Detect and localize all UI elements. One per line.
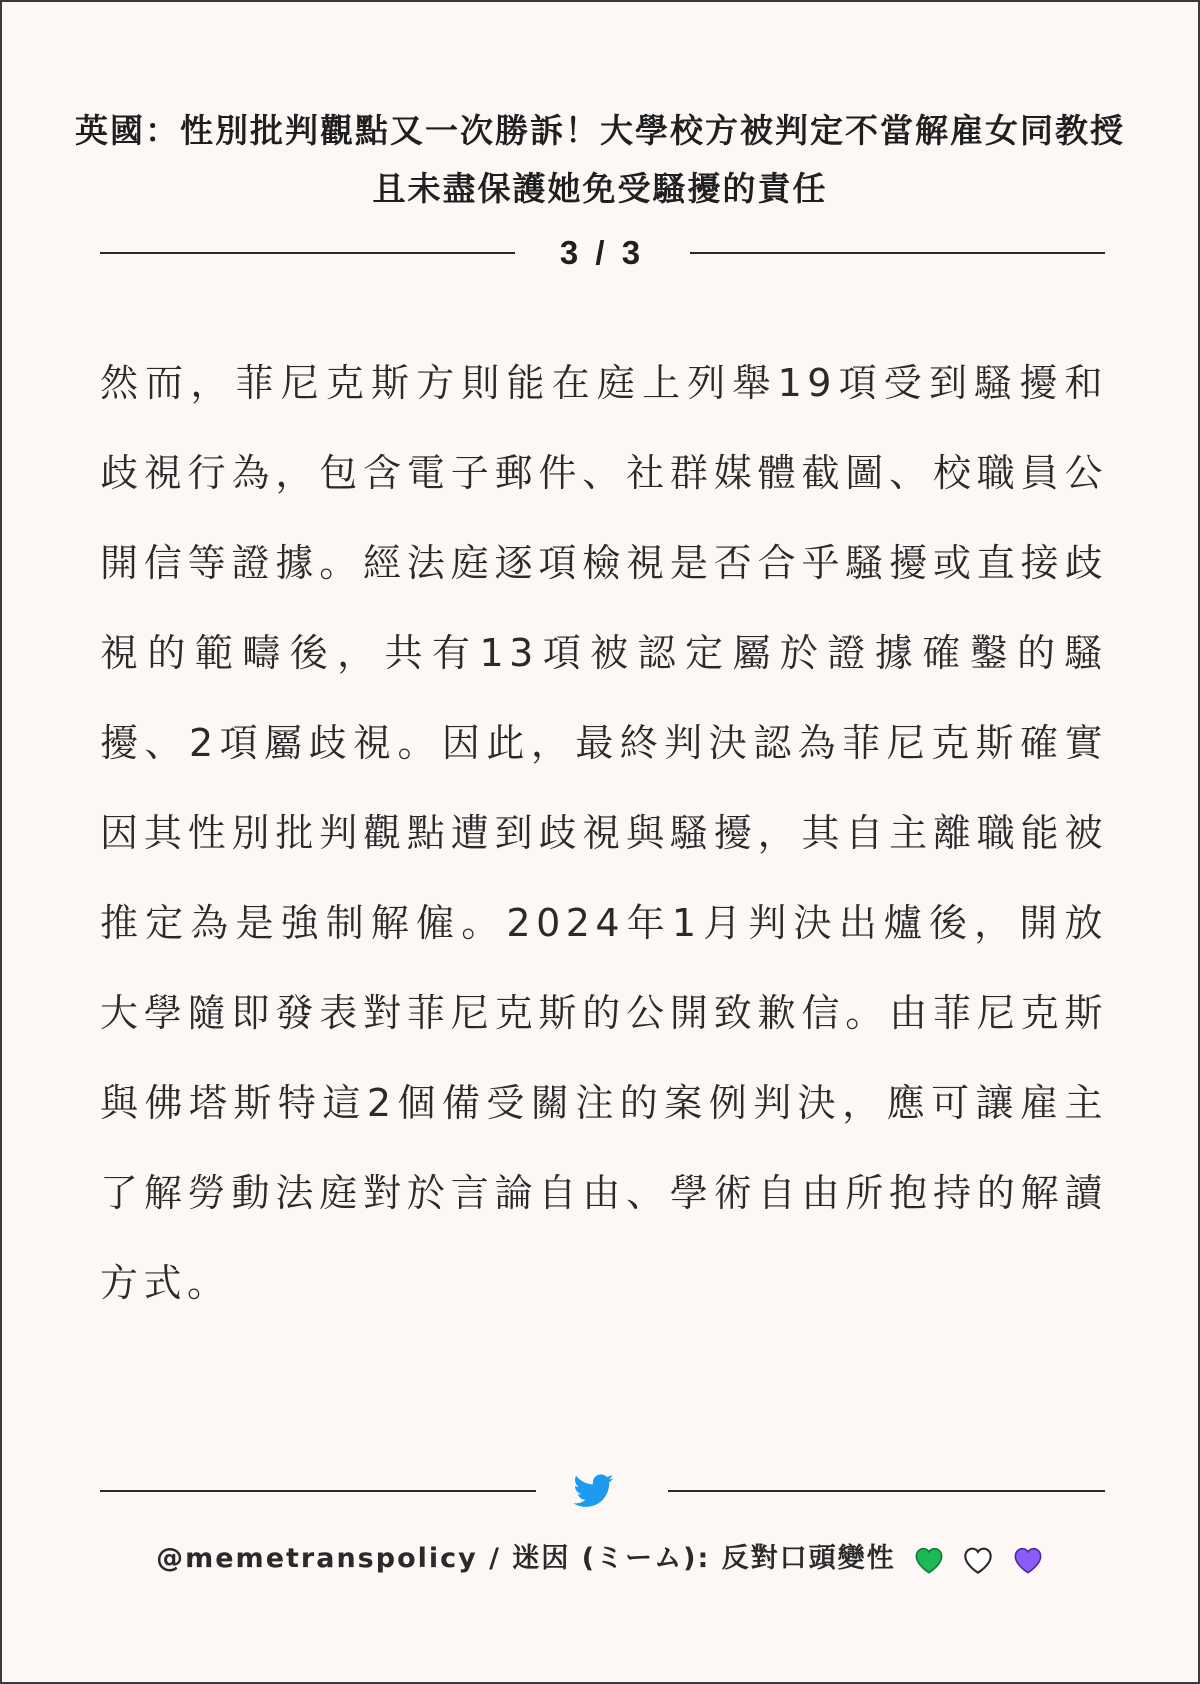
white-heart-icon bbox=[962, 1545, 994, 1575]
twitter-bird-icon bbox=[574, 1474, 614, 1508]
footer-credit bbox=[62, 1534, 1138, 1584]
footer-divider-right bbox=[668, 1490, 1105, 1492]
footer-divider-left bbox=[100, 1490, 536, 1492]
post-title: 英國：性別批判觀點又一次勝訴！大學校方被判定不當解雇女同教授且未盡保護她免受騷擾的責任 bbox=[75, 111, 1125, 208]
green-heart-icon bbox=[913, 1545, 945, 1575]
purple-heart-icon bbox=[1012, 1545, 1044, 1575]
header-divider-right bbox=[690, 252, 1105, 254]
author-handle: @memetranspolicy / 迷因 (ミーム): 反對口頭變性 bbox=[156, 1543, 896, 1574]
body-paragraph: 然而，菲尼克斯方則能在庭上列舉19項受到騷擾和歧視行為，包含電子郵件、社群媒體截圖、校職員公開信等證據。經法庭逐項檢視是否合乎騷擾或直接歧視的範疇後，共有13項被認定屬於證據確鑿的騷擾、2項屬歧視。因此，最終判決認為菲尼克斯確實因其性別批判觀點遭到歧視與騷擾，其自主離職能被推定為是強制解僱。2024年1月判決出爐後，開放大學隨即發表對菲尼克斯的公開致歉信。由菲尼克斯與佛塔斯特這2個備受關注的案例判決，應可讓雇主了解勞動法庭對於言論自由、學術自由所抱持的解讀方式。 bbox=[100, 361, 1108, 1305]
page-indicator: 3 / 3 bbox=[559, 234, 645, 271]
header-divider-left bbox=[100, 252, 515, 254]
